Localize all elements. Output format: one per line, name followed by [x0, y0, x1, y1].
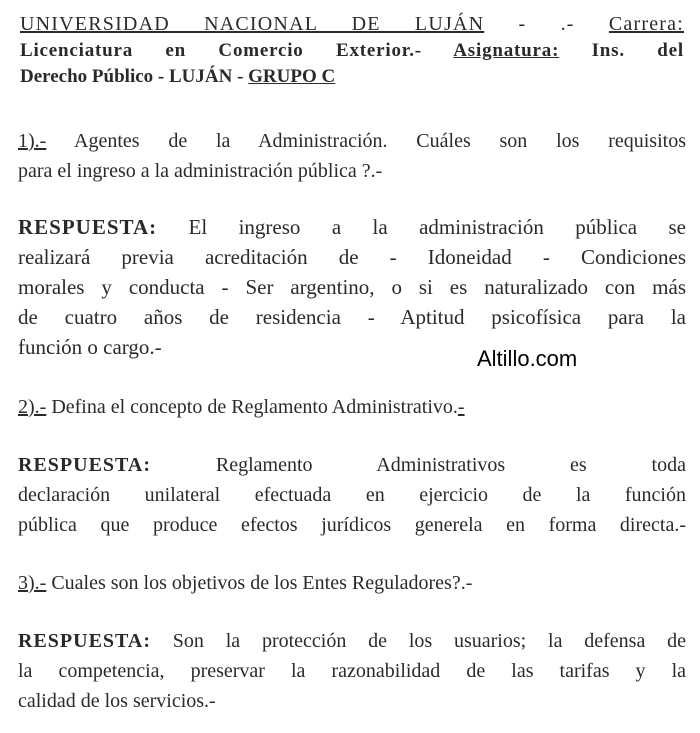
- question-3-number: 3).-: [18, 572, 47, 594]
- question-2-line: [18, 392, 686, 422]
- question-3-text: Cuales son los objetivos de los Entes Reguladores?.-: [46, 572, 473, 594]
- answer-2-line-2: declaración unilateral efectuada en ejercicio de la función: [18, 484, 686, 506]
- answer-1-line-1: [18, 212, 686, 242]
- answer-3: [18, 626, 686, 716]
- question-2-number: 2).-: [18, 396, 47, 418]
- answer-1-line-3: morales y conducta - Ser argentino, o si es naturalizado con más: [18, 275, 686, 299]
- answer-1-line-5: función o cargo.-: [18, 335, 162, 359]
- answer-1: [18, 212, 686, 362]
- header-separator: - .-: [484, 13, 609, 35]
- answer-2-line-3: pública que produce efectos jurídicos generela en forma directa.-: [18, 514, 686, 536]
- answer-3-line-3: calidad de los servicios.-: [18, 690, 216, 712]
- header-line-2: [20, 38, 684, 64]
- header-line-3: [20, 64, 684, 90]
- subject-name-start: Ins. del: [559, 40, 684, 61]
- answer-3-text-1: Son la protección de los usuarios; la defensa de: [151, 630, 686, 652]
- question-3-line: [18, 568, 686, 598]
- answer-2-line-1: [18, 450, 686, 480]
- answer-3-label: RESPUESTA:: [18, 630, 151, 652]
- question-1: [18, 126, 686, 186]
- question-3: [18, 568, 686, 598]
- question-1-line-2: para el ingreso a la administración pública ?.-: [18, 160, 383, 182]
- answer-1-label: RESPUESTA:: [18, 215, 158, 239]
- group-label: GRUPO C: [248, 66, 336, 87]
- question-1-number: 1).-: [18, 130, 47, 152]
- answer-1-line-2: realizará previa acreditación de - Idoneidad - Condiciones: [18, 245, 686, 269]
- career-label: Carrera:: [608, 13, 684, 35]
- question-2: [18, 392, 686, 422]
- watermark-text: Altillo.com: [477, 346, 578, 371]
- question-2-tail: -: [457, 396, 465, 418]
- exam-header: [20, 10, 684, 90]
- answer-2-label: RESPUESTA:: [18, 454, 151, 476]
- answer-2-text-1: Reglamento Administrativos es toda: [151, 454, 686, 476]
- answer-1-line-4: de cuatro años de residencia - Aptitud psicofísica para la: [18, 305, 686, 329]
- subject-name-end: Derecho Público - LUJÁN -: [20, 66, 249, 87]
- subject-label: Asignatura:: [453, 40, 560, 61]
- question-2-text: Defina el concepto de Reglamento Administrativo.: [46, 396, 458, 418]
- question-1-text-1: Agentes de la Administración. Cuáles son los requisitos: [46, 130, 686, 152]
- answer-3-line-2: la competencia, preservar la razonabilidad de las tarifas y la: [18, 660, 686, 682]
- header-line-1: [20, 10, 684, 38]
- answer-1-text-1: El ingreso a la administración pública se: [157, 215, 686, 239]
- answer-2: [18, 450, 686, 540]
- question-1-line-1: [18, 126, 686, 156]
- career-name: Licenciatura en Comercio Exterior.-: [20, 40, 454, 61]
- answer-3-line-1: [18, 626, 686, 656]
- university-name: UNIVERSIDAD NACIONAL DE LUJÁN: [20, 13, 485, 35]
